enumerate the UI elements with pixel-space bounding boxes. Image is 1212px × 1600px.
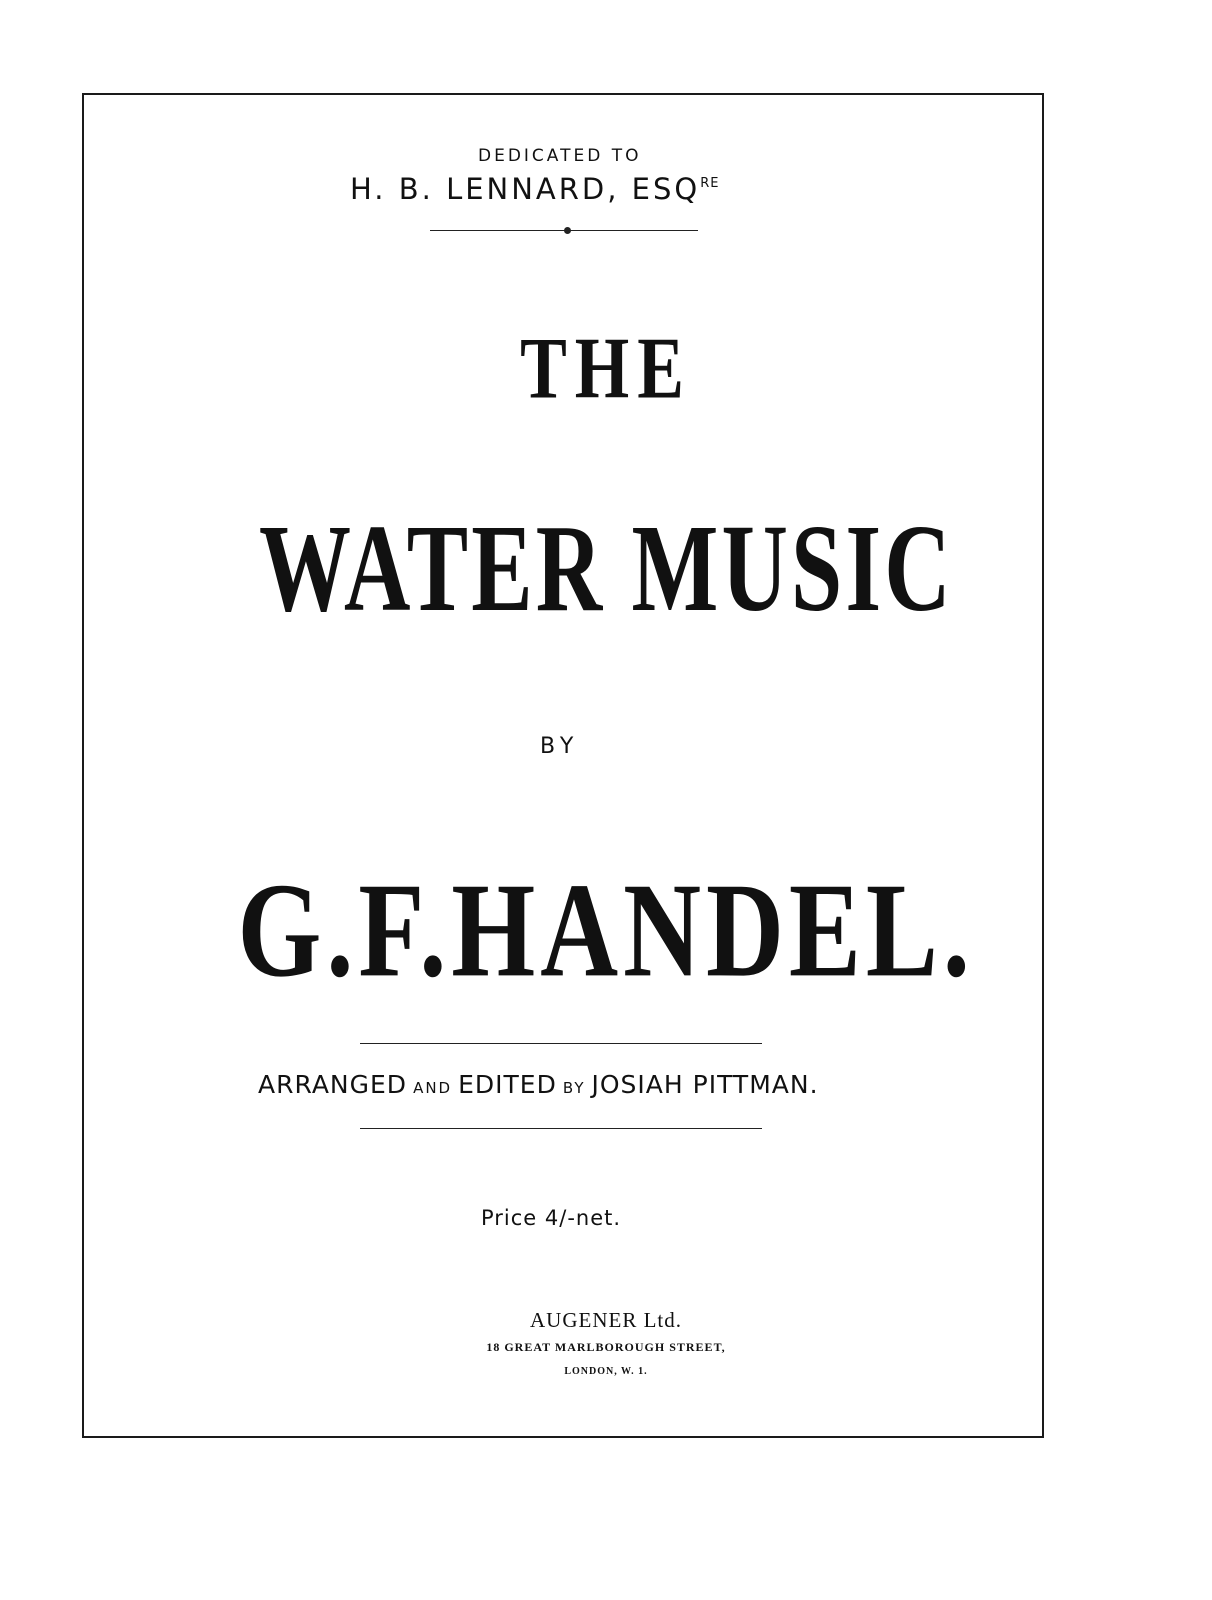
- title-main: WATER MUSIC: [258, 498, 954, 638]
- arrangement-rule-top: [360, 1043, 762, 1044]
- dedication-label: DEDICATED TO: [478, 146, 642, 166]
- dedicatee-text: H. B. LENNARD, ESQ: [350, 172, 701, 206]
- and-word: AND: [413, 1079, 453, 1097]
- publisher-city: LONDON, W. 1.: [564, 1366, 648, 1377]
- dedication-rule-ornament: [564, 227, 571, 234]
- by-label: BY: [540, 734, 580, 759]
- edited-word: EDITED: [458, 1070, 557, 1099]
- title-main-row: [0, 498, 1212, 638]
- composer-row: [0, 855, 1212, 1006]
- arrangement-credit: [258, 1070, 819, 1099]
- composer-name: G.F.HANDEL.: [237, 855, 975, 1006]
- publisher-address: 18 GREAT MARLBOROUGH STREET,: [486, 1340, 726, 1354]
- title-article: THE: [520, 321, 692, 418]
- page-border: [82, 93, 1044, 1438]
- arranger-name: JOSIAH PITTMAN.: [591, 1070, 819, 1099]
- by-word: BY: [562, 1079, 586, 1097]
- price: Price 4/-net.: [481, 1206, 622, 1230]
- dedicatee-suffix: RE: [700, 176, 720, 191]
- dedicatee-name: [350, 172, 720, 206]
- arrangement-rule-bottom: [360, 1128, 762, 1129]
- arranged-word: ARRANGED: [258, 1070, 408, 1099]
- publisher-name: AUGENER Ltd.: [530, 1308, 682, 1332]
- title-article-row: [0, 321, 1212, 418]
